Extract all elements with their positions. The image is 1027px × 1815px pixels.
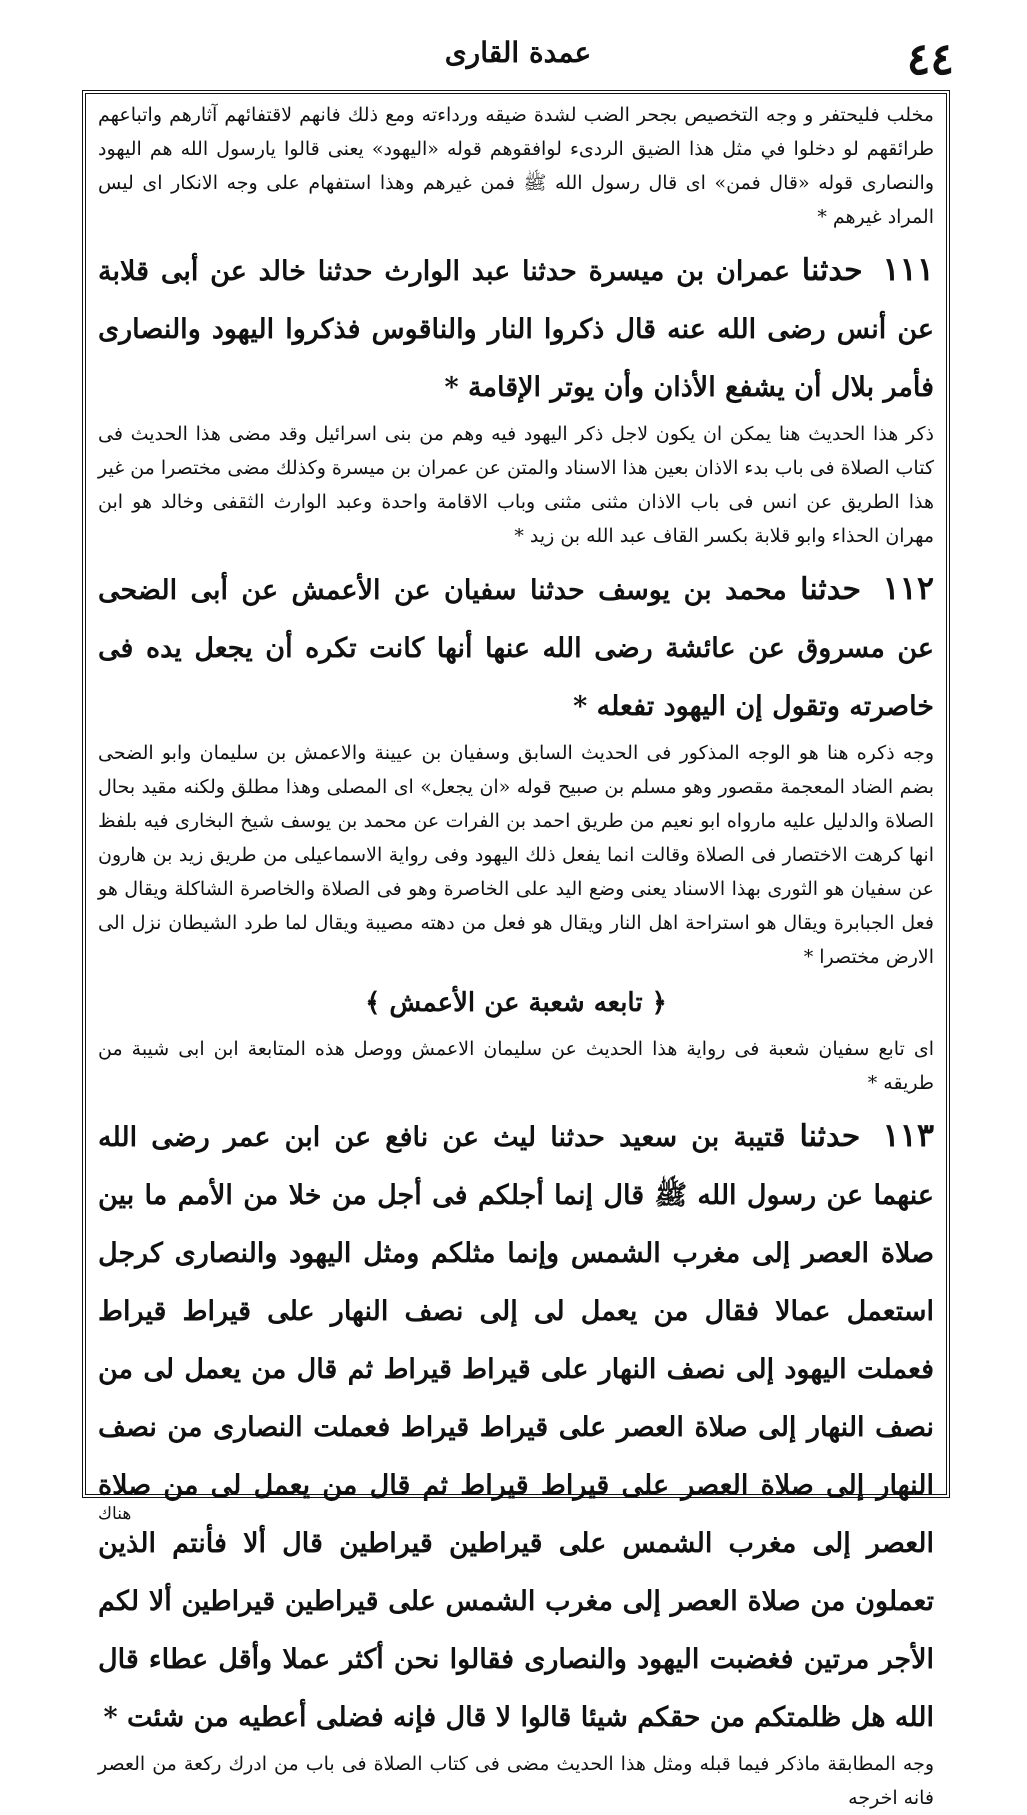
commentary-paragraph: اى تابع سفيان شعبة فى رواية هذا الحديث عن سليمان الاعمش ووصل هذه المتابعة ابن ابى شيبة من طريقه * (98, 1038, 934, 1094)
hadith-number: ١١٢ (882, 569, 934, 607)
hadith-number: ١١١ (882, 250, 935, 288)
page-header (82, 30, 954, 90)
hadith-text: عمران بن ميسرة حدثنا عبد الوارث حدثنا خالد عن أبى قلابة عن أنس رضى الله عنه قال ذكروا النار والناقوس فذكروا اليهود والنصارى فأمر بلال أن يشفع الأذان وأن يوتر الإقامة * (98, 256, 934, 403)
hadith-113 (98, 1106, 934, 1747)
commentary-paragraph: ذكر هذا الحديث هنا يمكن ان يكون لاجل ذكر اليهود فيه وهم من بنى اسرائيل وقد مضى هذا الحديث فى كتاب الصلاة فى باب بدء الاذان بعين هذا الاسناد والمتن عن عمران بن ميسرة وكذلك مضى مختصرا من غير هذا الطريق عن انس فى باب الاذان مثنى مثنى وباب الاقامة واحدة وعبد الوارث الثقفى وخالد هو ابن مهران الحذاء وابو قلابة بكسر القاف عبد الله بن زيد * (98, 423, 934, 547)
section-heading: ﴿ تابعه شعبة عن الأعمش ﴾ (365, 988, 667, 1018)
hadith-label: حدثنا (799, 1119, 861, 1154)
commentary-paragraph: وجه المطابقة ماذكر فيما قبله ومثل هذا الحديث مضى فى كتاب الصلاة فى باب من ادرك ركعة من العصر فانه اخرجه (98, 1753, 934, 1809)
catchword: هناك (98, 1504, 132, 1524)
hadith-112 (98, 559, 934, 736)
hadith-label: حدثنا (801, 253, 863, 288)
hadith-text: قتيبة بن سعيد حدثنا ليث عن نافع عن ابن عمر رضى الله عنهما عن رسول الله ﷺ قال إنما أجلكم فى أجل من خلا من الأمم ما بين صلاة العصر إلى مغرب الشمس وإنما مثلكم ومثل اليهود والنصارى كرجل استعمل عمالا فقال من يعمل لى إلى نصف النهار على قيراط قيراط فعملت اليهود إلى نصف النهار على قيراط قيراط ثم قال من يعمل لى من نصف النهار إلى صلاة العصر على قيراط قيراط فعملت النصارى من نصف النهار إلى صلاة العصر على قيراط قيراط ثم قال من يعمل لى من صلاة العصر إلى مغرب الشمس على قيراطين قيراطين قال ألا فأنتم الذين تعملون من صلاة العصر إلى مغرب الشمس على قيراطين قيراطين ألا لكم الأجر مرتين فغضبت اليهود والنصارى فقالوا نحن أكثر عملا وأقل عطاء قال الله هل ظلمتكم من حقكم شيئا قالوا لا قال فإنه فضلى أعطيه من شئت * (98, 1122, 934, 1733)
hadith-text: محمد بن يوسف حدثنا سفيان عن الأعمش عن أبى الضحى عن مسروق عن عائشة رضى الله عنها أنها كانت تكره أن يجعل يده فى خاصرته وتقول إن اليهود تفعله * (98, 575, 934, 722)
hadith-number: ١١٣ (882, 1116, 934, 1154)
commentary-paragraph: وجه ذكره هنا هو الوجه المذكور فى الحديث السابق وسفيان بن عيينة والاعمش بن سليمان وابو الضحى بضم الضاد المعجمة مقصور وهو مسلم بن صبيح قوله «ان يجعل» اى المصلى وهذا مطلق ولكنه مقيد بحال الصلاة والدليل عليه مارواه ابو نعيم من طريق احمد بن الفرات عن محمد بن يوسف شيخ البخارى فيه بلفظ انها كرهت الاختصار فى الصلاة وقالت انما يفعل ذلك اليهود وفى رواية الاسماعيلى من طريق زيد بن هارون عن سفيان هو الثورى بهذا الاسناد يعنى وضع اليد على الخاصرة وهو فى الصلاة والخاصرة الشاكلة ويقال هو فعل الجبابرة ويقال هو استراحة اهل النار ويقال هو فعل من دهته مصيبة ويقال لما طرد الشيطان نزل الى الارض مختصرا * (98, 742, 934, 968)
commentary-paragraph: مخلب فليحتفر و وجه التخصيص بجحر الضب لشدة ضيقه ورداءته ومع ذلك فانهم لاقتفائهم آثارهم واتباعهم طرائقهم لو دخلوا في مثل هذا الضيق الردىء لوافقوهم قوله «اليهود» يعنى قالوا يارسول الله هم اليهود والنصارى قوله «قال فمن» اى قال رسول الله ﷺ فمن غيرهم وهذا استفهام على وجه الانكار اى ليس المراد غيرهم * (98, 104, 934, 228)
hadith-111 (98, 240, 934, 417)
page-number: ٤٤ (906, 34, 954, 85)
hadith-label: حدثنا (800, 572, 862, 607)
running-title: عمدة القارى (444, 36, 592, 69)
